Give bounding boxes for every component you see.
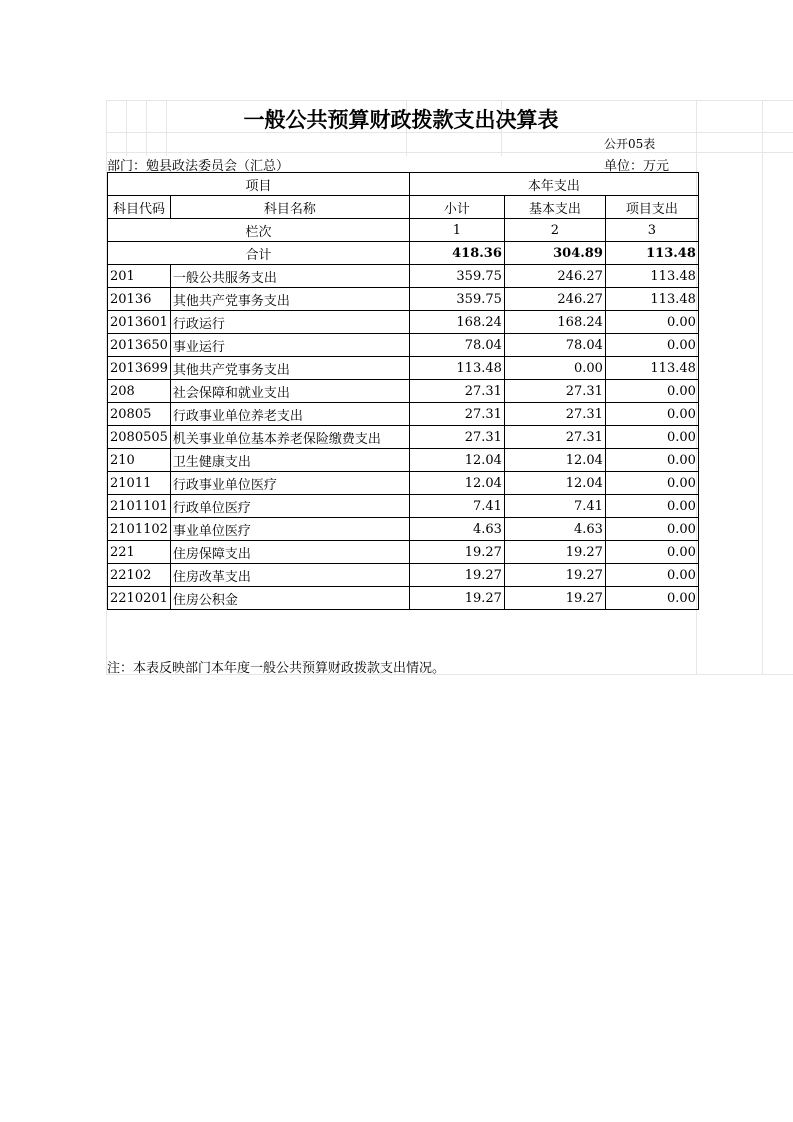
table-row xyxy=(108,288,699,311)
row-name: 卫生健康支出 xyxy=(170,449,409,472)
row-project: 113.48 xyxy=(605,288,698,311)
row-subtotal: 4.63 xyxy=(409,518,504,541)
row-subtotal: 12.04 xyxy=(409,449,504,472)
page-title: 一般公共预算财政拨款支出决算表 xyxy=(243,108,559,132)
gridline xyxy=(106,100,793,101)
row-name: 其他共产党事务支出 xyxy=(170,357,409,380)
row-code: 2013601 xyxy=(108,311,171,334)
table-row xyxy=(108,564,699,587)
row-code: 208 xyxy=(108,380,171,403)
row-project: 0.00 xyxy=(605,587,698,610)
column-index-1: 1 xyxy=(409,219,504,242)
row-basic: 19.27 xyxy=(504,541,605,564)
row-name: 行政运行 xyxy=(170,311,409,334)
table-row xyxy=(108,495,699,518)
row-code: 20136 xyxy=(108,288,171,311)
total-row xyxy=(108,242,699,265)
footnote: 注：本表反映部门本年度一般公共预算财政拨款支出情况。 xyxy=(107,661,446,676)
row-project: 0.00 xyxy=(605,564,698,587)
row-subtotal: 7.41 xyxy=(409,495,504,518)
row-name: 事业单位医疗 xyxy=(170,518,409,541)
row-basic: 12.04 xyxy=(504,449,605,472)
table-row xyxy=(108,426,699,449)
row-basic: 7.41 xyxy=(504,495,605,518)
row-name: 住房公积金 xyxy=(170,587,409,610)
header-name: 科目名称 xyxy=(170,196,409,219)
row-subtotal: 19.27 xyxy=(409,564,504,587)
row-basic: 78.04 xyxy=(504,334,605,357)
row-code: 210 xyxy=(108,449,171,472)
table-row xyxy=(108,380,699,403)
header-item: 项目 xyxy=(108,173,410,196)
row-name: 社会保障和就业支出 xyxy=(170,380,409,403)
table-row xyxy=(108,587,699,610)
row-code: 201 xyxy=(108,265,171,288)
row-name: 住房改革支出 xyxy=(170,564,409,587)
row-basic: 12.04 xyxy=(504,472,605,495)
row-code: 22102 xyxy=(108,564,171,587)
total-basic: 304.89 xyxy=(504,242,605,265)
row-basic: 246.27 xyxy=(504,288,605,311)
table-row xyxy=(108,449,699,472)
row-project: 0.00 xyxy=(605,541,698,564)
row-name: 一般公共服务支出 xyxy=(170,265,409,288)
total-subtotal: 418.36 xyxy=(409,242,504,265)
row-project: 0.00 xyxy=(605,334,698,357)
header-basic: 基本支出 xyxy=(504,196,605,219)
table-row xyxy=(108,403,699,426)
row-basic: 0.00 xyxy=(504,357,605,380)
total-label: 合计 xyxy=(108,242,410,265)
row-basic: 19.27 xyxy=(504,587,605,610)
table-row xyxy=(108,472,699,495)
row-subtotal: 113.48 xyxy=(409,357,504,380)
spreadsheet xyxy=(106,100,793,674)
table-row xyxy=(108,334,699,357)
department-label: 部门：勉县政法委员会（汇总） xyxy=(107,159,290,174)
table-row xyxy=(108,311,699,334)
row-subtotal: 27.31 xyxy=(409,403,504,426)
row-name: 行政事业单位养老支出 xyxy=(170,403,409,426)
row-project: 0.00 xyxy=(605,518,698,541)
row-code: 21011 xyxy=(108,472,171,495)
row-project: 113.48 xyxy=(605,265,698,288)
table-row xyxy=(108,265,699,288)
table-row xyxy=(108,518,699,541)
row-project: 0.00 xyxy=(605,403,698,426)
column-index-3: 3 xyxy=(605,219,698,242)
row-code: 2101102 xyxy=(108,518,171,541)
header-subtotal: 小计 xyxy=(409,196,504,219)
row-code: 2210201 xyxy=(108,587,171,610)
gridline xyxy=(762,100,763,674)
row-subtotal: 168.24 xyxy=(409,311,504,334)
row-code: 2013650 xyxy=(108,334,171,357)
expenditure-table xyxy=(107,172,699,610)
row-code: 2013699 xyxy=(108,357,171,380)
column-index-2: 2 xyxy=(504,219,605,242)
row-subtotal: 19.27 xyxy=(409,541,504,564)
table-row xyxy=(108,541,699,564)
row-code: 2101101 xyxy=(108,495,171,518)
row-subtotal: 359.75 xyxy=(409,265,504,288)
row-name: 行政事业单位医疗 xyxy=(170,472,409,495)
row-project: 0.00 xyxy=(605,472,698,495)
row-basic: 27.31 xyxy=(504,426,605,449)
row-code: 221 xyxy=(108,541,171,564)
row-project: 113.48 xyxy=(605,357,698,380)
row-name: 其他共产党事务支出 xyxy=(170,288,409,311)
row-name: 行政单位医疗 xyxy=(170,495,409,518)
row-basic: 27.31 xyxy=(504,403,605,426)
row-subtotal: 78.04 xyxy=(409,334,504,357)
row-code: 2080505 xyxy=(108,426,171,449)
row-name: 机关事业单位基本养老保险缴费支出 xyxy=(170,426,409,449)
row-basic: 246.27 xyxy=(504,265,605,288)
row-basic: 168.24 xyxy=(504,311,605,334)
header-code: 科目代码 xyxy=(108,196,171,219)
row-subtotal: 359.75 xyxy=(409,288,504,311)
row-subtotal: 19.27 xyxy=(409,587,504,610)
unit-label: 单位：万元 xyxy=(604,159,670,174)
row-name: 住房保障支出 xyxy=(170,541,409,564)
header-current-year: 本年支出 xyxy=(409,173,698,196)
row-subtotal: 27.31 xyxy=(409,380,504,403)
column-index-label: 栏次 xyxy=(108,219,410,242)
row-name: 事业运行 xyxy=(170,334,409,357)
row-project: 0.00 xyxy=(605,449,698,472)
row-project: 0.00 xyxy=(605,426,698,449)
total-project: 113.48 xyxy=(605,242,698,265)
table-row xyxy=(108,357,699,380)
gridline xyxy=(106,152,793,153)
row-code: 20805 xyxy=(108,403,171,426)
row-subtotal: 12.04 xyxy=(409,472,504,495)
row-project: 0.00 xyxy=(605,380,698,403)
row-project: 0.00 xyxy=(605,495,698,518)
header-project: 项目支出 xyxy=(605,196,698,219)
form-number: 公开05表 xyxy=(604,137,656,151)
row-project: 0.00 xyxy=(605,311,698,334)
row-basic: 19.27 xyxy=(504,564,605,587)
row-basic: 27.31 xyxy=(504,380,605,403)
row-subtotal: 27.31 xyxy=(409,426,504,449)
row-basic: 4.63 xyxy=(504,518,605,541)
